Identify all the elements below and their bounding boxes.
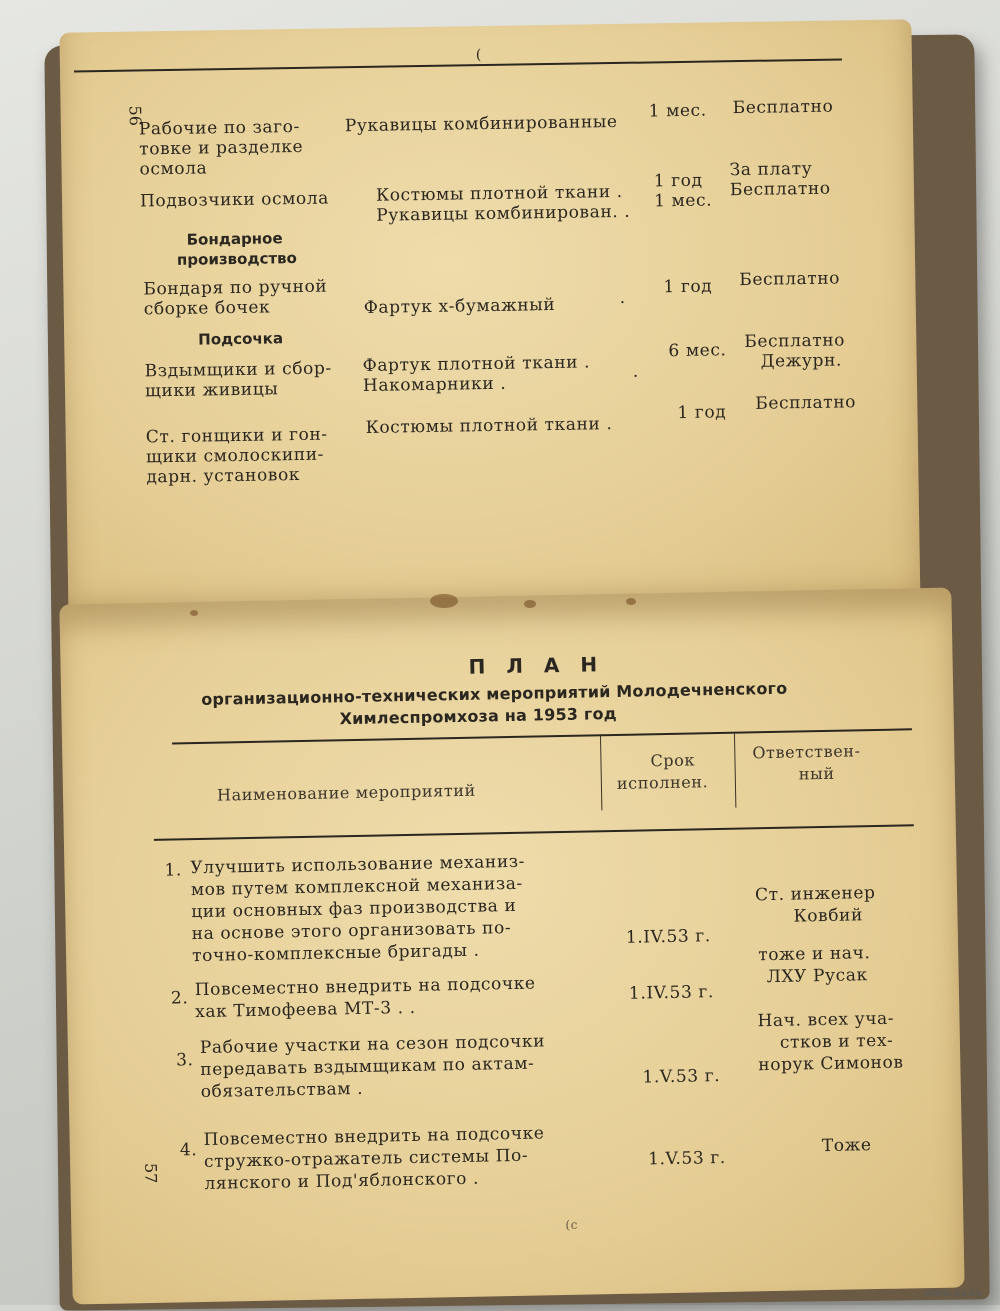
stain <box>524 600 536 608</box>
watermark: www.ay.by <box>924 1286 983 1299</box>
list-item: Вздымщики и сбор- щики живицы Фартук плотной ткани . Накомарники . . 6 мес. Бесплатно Дежурн. <box>144 330 846 402</box>
list-item: Подвозчики осмола Костюмы плотной ткани . Рукавицы комбинирован. . 1 год 1 мес. За плату Бесплатно <box>139 158 831 226</box>
table-row: 2. Повсеместно внедрить на подсочке хак Тимофеева МТ-3 . . 1.IV.53 г. тоже и нач. ЛХУ Русак <box>170 943 871 1023</box>
column-header-responsible: Ответствен- <box>752 741 861 763</box>
page-subtitle: организационно-технических мероприятий Молодечненского <box>201 678 788 709</box>
page-56 <box>59 19 920 626</box>
column-header-term: Срок <box>650 750 696 771</box>
page-title: П Л А Н <box>468 652 605 679</box>
table-divider <box>734 732 736 808</box>
page-subtitle: Химлеспромхоза на 1953 год <box>339 703 617 729</box>
table-row: 3. Рабочие участки на сезон подсочки передавать вздымщикам по актам- обязательствам . 1.V.53 г. Нач. всех уча- стков и тех- норук Симонов <box>175 1008 904 1103</box>
page-number-56: 56 <box>125 105 145 127</box>
stain <box>190 610 198 616</box>
column-header-term: исполнен. <box>616 772 709 793</box>
table-row: 4. Повсеместно внедрить на подсочке стружко-отражатель системы По- лянского и Под'яблонского . 1.V.53 г. Тоже <box>179 1123 872 1194</box>
stain <box>626 598 636 605</box>
column-header-name: Наименование мероприятий <box>216 780 477 805</box>
table-rule-header <box>154 824 914 841</box>
list-item: Ст. гонщики и гон- щики смолоскипи- дарн. установок Костюмы плотной ткани . 1 год Бесплатно <box>145 392 857 488</box>
page-57 <box>59 588 964 1305</box>
stain <box>430 594 458 608</box>
section-heading: Подсочка <box>198 329 284 349</box>
section-heading: производство <box>176 249 298 269</box>
list-item: Бондаря по ручной сборке бочек Фартук х-бумажный . 1 год Бесплатно <box>143 268 841 320</box>
top-rule <box>74 58 842 72</box>
list-item: Рабочие по заго- товке и разделке осмола Рукавицы комбинированные 1 мес. Бесплатно <box>138 96 834 180</box>
section-heading: Бондарное <box>186 229 283 249</box>
column-header-responsible: ный <box>798 763 835 784</box>
table-row: 1. Улучшить использование механиз- мов путем комплексной механиза- ции основных фаз производства и на основе этого организовать по- точно-комплексные бригады . 1.IV.53 г. Ст. инженер Ковбий <box>164 851 876 967</box>
table-divider <box>600 734 602 810</box>
page-mark: (c <box>565 1217 579 1233</box>
page-number-57: 57 <box>141 1162 161 1184</box>
page-mark: ( <box>475 47 482 64</box>
